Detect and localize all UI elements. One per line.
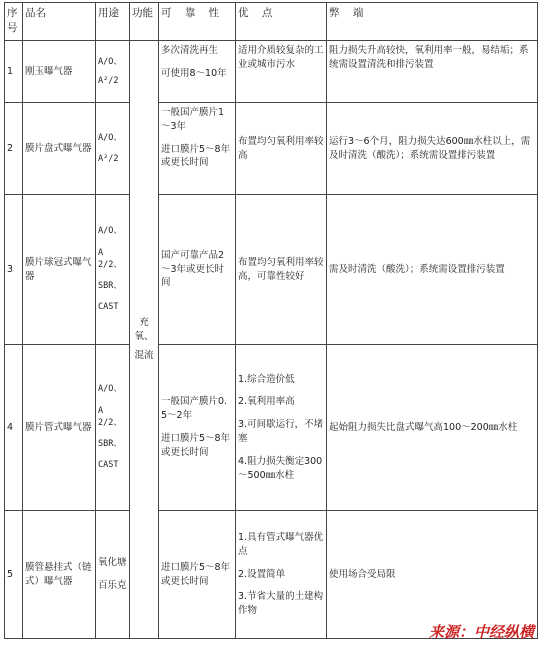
row-name: 膜片盘式曝气器 bbox=[23, 103, 96, 195]
aerator-comparison-sheet bbox=[4, 2, 537, 640]
function-merged-cell: 充 氧、 混流 bbox=[130, 41, 159, 639]
row-reliability: 多次清洗再生 可使用8～10年 bbox=[159, 41, 236, 103]
row-advantages: 1.具有管式曝气器优点 2.设置简单 3.节省大量的土建构作物 bbox=[236, 511, 327, 639]
header-row bbox=[5, 3, 538, 41]
table-row bbox=[5, 103, 538, 195]
row-drawbacks: 需及时清洗（酸洗）；系统需设置排污装置 bbox=[327, 195, 538, 345]
row-name: 膜片管式曝气器 bbox=[23, 345, 96, 511]
row-drawbacks: 运行3～6个月，阻力损失达600㎜水柱以上，需及时清洗（酸洗）；系统需设置排污装置 bbox=[327, 103, 538, 195]
row-use: 氧化塘 百乐克 bbox=[96, 511, 130, 639]
row-seq: 1 bbox=[5, 41, 23, 103]
row-advantages: 布置均匀氧利用率较高 bbox=[236, 103, 327, 195]
row-seq: 4 bbox=[5, 345, 23, 511]
row-name: 刚玉曝气器 bbox=[23, 41, 96, 103]
header-name: 品名 bbox=[23, 3, 96, 41]
header-reliability: 可 靠 性 bbox=[159, 3, 236, 41]
row-reliability: 国产可靠产品2～3年或更长时间 bbox=[159, 195, 236, 345]
source-note: 来源：中经纵横 bbox=[428, 623, 534, 641]
table-row bbox=[5, 195, 538, 345]
aerator-table bbox=[4, 2, 538, 639]
row-drawbacks: 起始阻力损失比盘式曝气高100～200㎜水柱 bbox=[327, 345, 538, 511]
row-use: A/O、 A 2/2、 SBR、 CAST bbox=[96, 195, 130, 345]
row-seq: 5 bbox=[5, 511, 23, 639]
table-row bbox=[5, 511, 538, 639]
row-drawbacks: 阻力损失升高较快，氧利用率一般，易结垢；系统需设置清洗和排污装置 bbox=[327, 41, 538, 103]
row-name: 膜片球冠式曝气器 bbox=[23, 195, 96, 345]
row-seq: 3 bbox=[5, 195, 23, 345]
row-use: A/O、 A 2/2、 SBR、 CAST bbox=[96, 345, 130, 511]
header-drawbacks: 弊 端 bbox=[327, 3, 538, 41]
table-row bbox=[5, 345, 538, 511]
row-name: 膜管悬挂式（链式）曝气器 bbox=[23, 511, 96, 639]
row-advantages: 1.综合造价低 2.氧利用率高 3.可间歇运行，不堵塞 4.阻力损失衡定300～500㎜水柱 bbox=[236, 345, 327, 511]
row-use: A/O、 A²/2 bbox=[96, 41, 130, 103]
row-advantages: 布置均匀氧利用率较高，可靠性较好 bbox=[236, 195, 327, 345]
header-seq: 序号 bbox=[5, 3, 23, 41]
row-seq: 2 bbox=[5, 103, 23, 195]
header-use: 用途 bbox=[96, 3, 130, 41]
row-reliability: 一般国产膜片0.5～2年 进口膜片5～8年或更长时间 bbox=[159, 345, 236, 511]
row-advantages: 适用介质较复杂的工业或城市污水 bbox=[236, 41, 327, 103]
row-use: A/O、 A²/2 bbox=[96, 103, 130, 195]
row-drawbacks: 使用场合受局限 bbox=[327, 511, 538, 639]
row-reliability: 一般国产膜片1～3年 进口膜片5～8年或更长时间 bbox=[159, 103, 236, 195]
header-function: 功能 bbox=[130, 3, 159, 41]
table-row bbox=[5, 41, 538, 103]
header-advantages: 优 点 bbox=[236, 3, 327, 41]
row-reliability: 进口膜片5～8年或更长时间 bbox=[159, 511, 236, 639]
